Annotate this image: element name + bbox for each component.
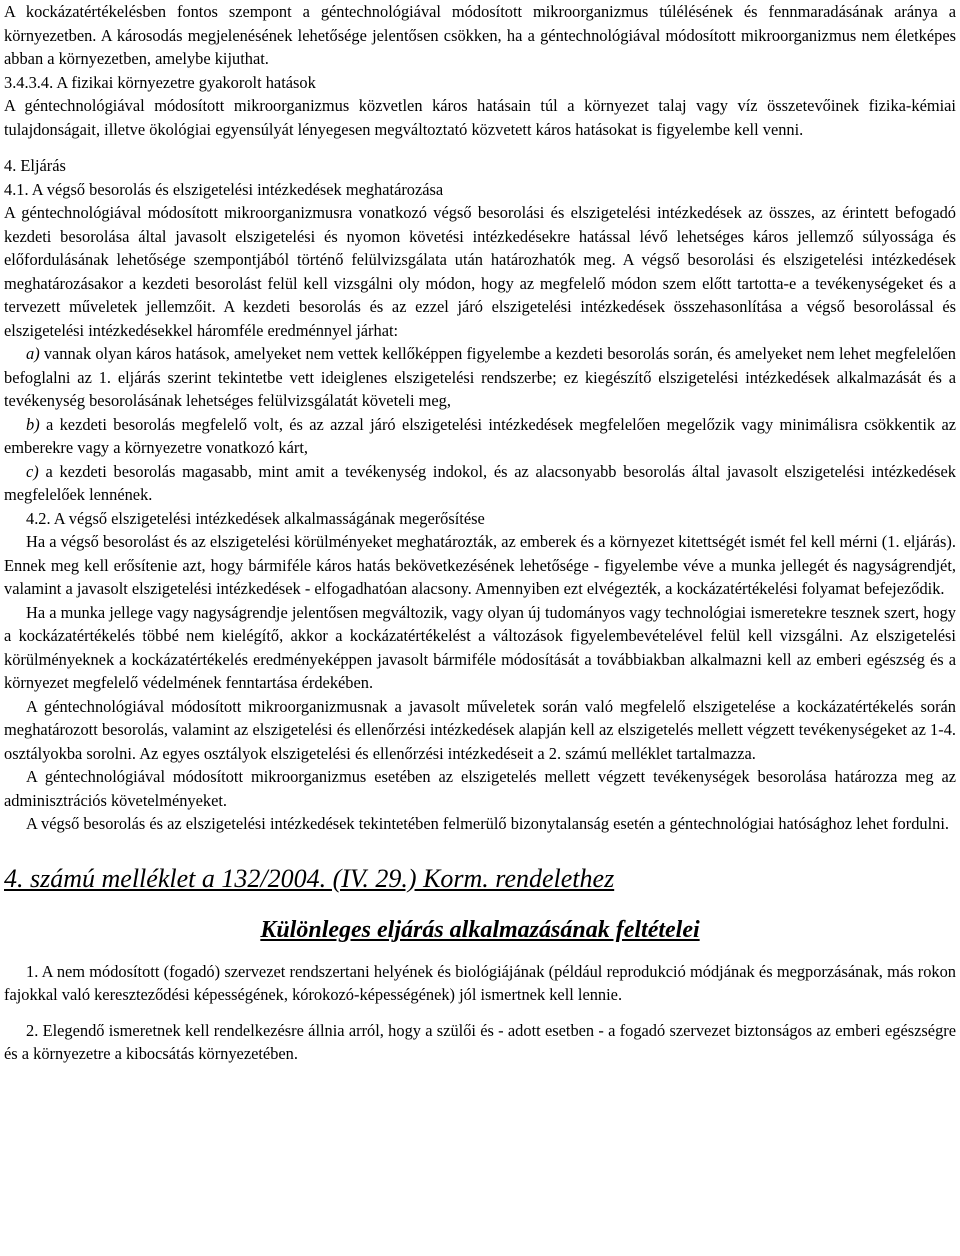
paragraph-changes: Ha a munka jellege vagy nagyságrendje jelentősen megváltozik, vagy olyan új tudományos vagy technológiai ismeretekre tesznek szert, hogy a kockázatértékelés többé nem kielégítő, akkor a kockázatértékelést a változások figyelembevételével felül kell vizsgálni. Az elszigetelési körülményeknek a kockázatértékelés eredményeképpen javasolt bármiféle módosítását a továbbiakban alkalmazni kell az emberi egészség és a környezet megfelelő védelmének fenntartása érdekében. [4, 602, 956, 692]
option-b [4, 413, 956, 460]
paragraph-authority: A végső besorolás és az elszigetelési intézkedések tekintetében felmerülő bizonytalanság esetén a géntechnológiai hatósághoz lehet fordulni. [26, 814, 950, 833]
section-title: Különleges eljárás alkalmazásának feltételei [260, 916, 700, 943]
option-a [4, 342, 956, 413]
heading-3-4-3-4: 3.4.3.4. A fizikai környezetre gyakorolt hatások [4, 72, 316, 92]
paragraph-physical-environment: A géntechnológiával módosított mikroorganizmus közvetlen káros hatásain túl a környezet talaj vagy víz összetevőinek fizika-kémiai tulajdonságait, illetve ökológiai egyensúlyát lényegesen megváltoztató közvetett káros hatásokat is figyelembe kell venni. [4, 96, 956, 139]
option-b-letter: b) [26, 414, 40, 434]
option-b-text: a kezdeti besorolás megfelelő volt, és az azzal járó elszigetelési intézkedések megfelelően megelőzik vagy minimálisra csökkentik az emberekre vagy a környezetre vonatkozó kárt, [4, 414, 956, 457]
heading-4-procedure: 4. Eljárás [4, 156, 66, 175]
paragraph-admin-requirements: A géntechnológiával módosított mikroorganizmus esetében az elszigetelés mellett végzett tevékenységek besorolása határozza meg az adminisztrációs követelményeket. [4, 767, 956, 810]
annex-title: 4. számú melléklet a 132/2004. (IV. 29.) Korm. rendelethez [4, 863, 615, 893]
option-c [4, 460, 956, 507]
paragraph-classes: A géntechnológiával módosított mikroorganizmusnak a javasolt műveletek során való megfelelő elszigetelése a kockázatértékelés során meghatározott besorolás, valamint az elszigetelési és ellenőrzési intézkedések alapján kell az elszigetelés mellett végzett tevékenységeket az 1-4. osztályokba sorolni. Az egyes osztályok elszigetelési és ellenőrzési intézkedéseit a 2. számú melléklet tartalmazza. [4, 696, 956, 763]
option-c-text: a kezdeti besorolás magasabb, mint amit a tevékenység indokol, és az alacsonyabb besorolás által javasolt elszigetelési intézkedések megfelelőek lennének. [4, 461, 956, 504]
option-a-letter: a) [26, 344, 40, 363]
paragraph-final-classification: A géntechnológiával módosított mikroorganizmusra vonatkozó végső besorolási és elszigetelési intézkedések az összes, az érintett befogadó kezdeti besorolása által javasolt elszigetelési és nyomon követési intézkedésekre hatással lévő lehetséges káros jellemző súlyossága és előfordulásának lehetősége szempontjából történő felülvizsgálata után határozhatók meg. A végső besorolási és elszigetelési intézkedések meghatározásakor a kezdeti besorolást felül kell vizsgálni oly módon, hogy az megfelelő módon szem előtt tartotta-e a tevékenységeket és a tervezett műveletek jellemzőit. A kezdeti besorolás és az ezzel járó elszigetelési intézkedések összehasonlítása a végső besorolással és elszigetelési intézkedésekkel háromféle eredménnyel járhat: [4, 203, 956, 340]
option-a-text: vannak olyan káros hatások, amelyeket nem vettek kellőképpen figyelembe a kezdeti besorolás során, és amelyeket nem lehet megfelelően befoglalni az 1. eljárás szerint tekintetbe vett ideiglenes elszigetelési rendszerbe; ez kiegészítő elszigetelési intézkedések alkalmazását és a tevékenység besorolásának lehetséges felülvizsgálatát követeli meg, [4, 344, 956, 410]
heading-4-1: 4.1. A végső besorolás és elszigetelési intézkedések meghatározása [4, 179, 444, 199]
heading-4-2: 4.2. A végső elszigetelési intézkedések alkalmasságának megerősítése [26, 508, 485, 528]
paragraph-survival: A kockázatértékelésben fontos szempont a géntechnológiával módosított mikroorganizmus túlélésének és fennmaradásának aránya a környezetben. A károsodás megjelenésének lehetősége jelentősen csökken, ha a géntechnológiával módosított mikroorganizmus nem életképes abban a környezetben, amelybe kijuthat. [4, 2, 956, 68]
paragraph-confirmation: Ha a végső besorolást és az elszigetelési körülményeket meghatározták, az emberek és a környezet kitettségét ismét fel kell mérni (1. eljárás). Ennek meg kell erősítenie azt, hogy bármiféle káros hatás bekövetkezésének lehetősége - figyelembe véve a munka jellegét és nagyságrendjét, valamint a javasolt elszigetelési intézkedések - elfogadhatóan alacsony. Amennyiben ezt elvégezték, a kockázatértékelési folyamat befejeződik. [4, 532, 956, 598]
list-item-1: 1. A nem módosított (fogadó) szervezet rendszertani helyének és biológiájának (például reprodukció módjának és megporzásának, más rokon fajokkal való kereszteződési képességének, kórokozó-képességének) jól ismertnek kell lennie. [4, 961, 956, 1004]
option-c-letter: c) [26, 461, 39, 481]
list-item-2: 2. Elegendő ismeretnek kell rendelkezésre állnia arról, hogy a szülői és - adott esetben - a fogadó szervezet biztonságos az emberi egészségre és a környezetre a kibocsátás környezetében. [4, 1020, 956, 1063]
